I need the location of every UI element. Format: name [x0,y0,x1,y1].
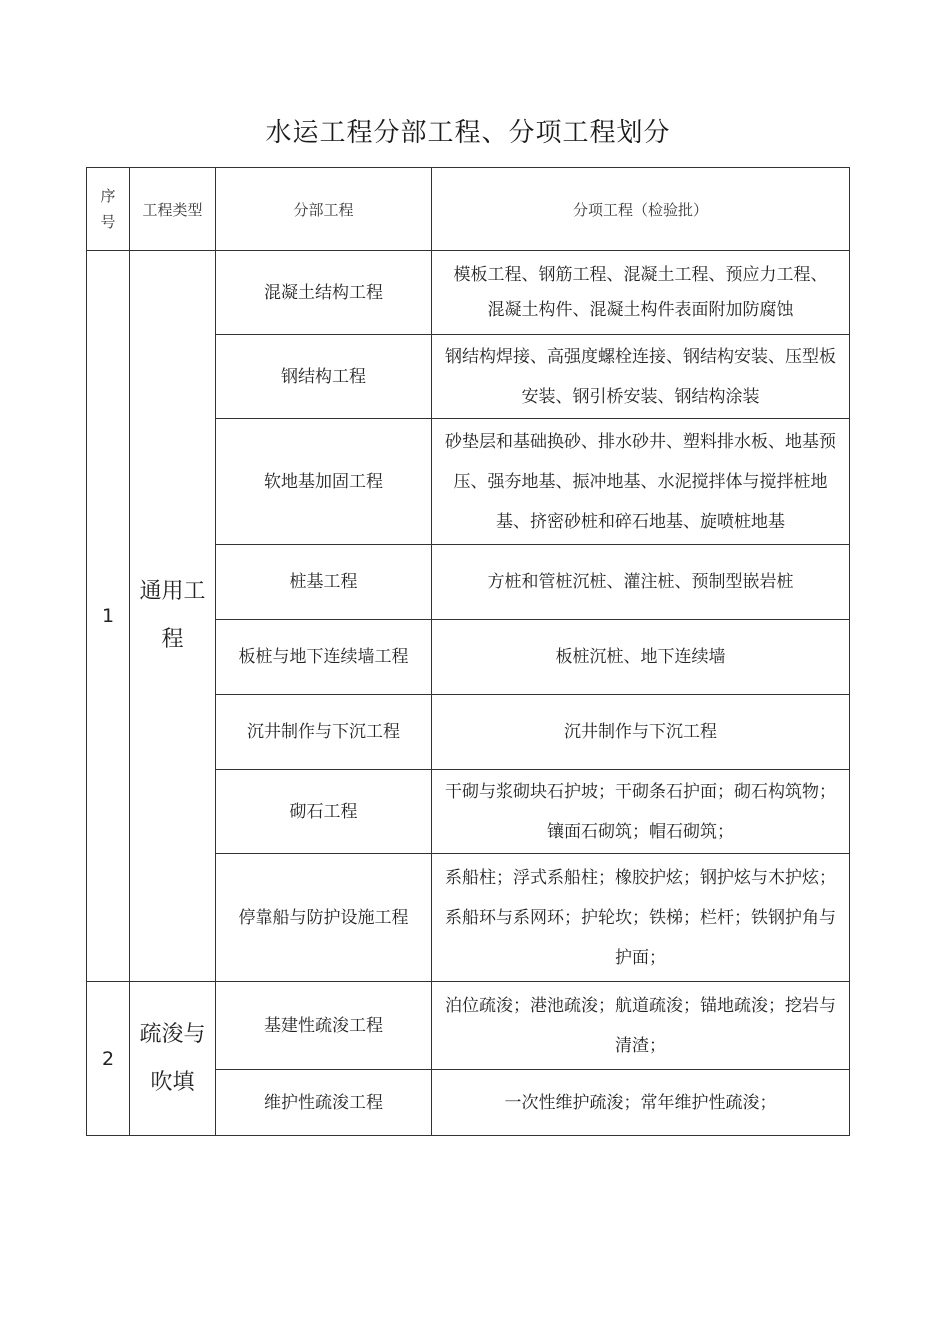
division-cell: 砌石工程 [216,770,432,854]
subitem-cell: 干砌与浆砌块石护坡；干砌条石护面；砌石构筑物；镶面石砌筑；帽石砌筑； [432,770,850,854]
division-cell: 桩基工程 [216,545,432,620]
header-project-type: 工程类型 [130,168,216,251]
group-number: 1 [87,251,130,982]
subitem-line: 模板工程、钢筋工程、混凝土工程、预应力工程、 [453,264,828,285]
subitem-cell: 方桩和管桩沉桩、灌注桩、预制型嵌岩桩 [432,545,850,620]
header-division-work: 分部工程 [216,168,432,251]
header-serial-line1: 序 [100,187,116,205]
group-type: 疏浚与吹填 [130,982,216,1136]
subitem-cell: 砂垫层和基础换砂、排水砂井、塑料排水板、地基预压、强夯地基、振冲地基、水泥搅拌体与搅拌桩地基、挤密砂桩和碎石地基、旋喷桩地基 [432,419,850,545]
table-row [87,251,850,335]
subitem-cell [432,251,850,335]
document-title: 水运工程分部工程、分项工程划分 [265,118,671,148]
division-cell: 停靠船与防护设施工程 [216,854,432,982]
subitem-cell: 钢结构焊接、高强度螺栓连接、钢结构安装、压型板安装、钢引桥安装、钢结构涂装 [432,335,850,419]
subitem-cell: 板桩沉桩、地下连续墙 [432,620,850,695]
division-cell: 板桩与地下连续墙工程 [216,620,432,695]
header-row [87,168,850,251]
header-serial-number [87,168,130,251]
header-serial-line2: 号 [100,213,116,231]
division-cell: 混凝土结构工程 [216,251,432,335]
group-type: 通用工程 [130,251,216,982]
table-row [87,982,850,1070]
header-subitem-work: 分项工程（检验批） [432,168,850,251]
subitem-line: 混凝土构件、混凝土构件表面附加防腐蚀 [487,299,794,320]
division-cell: 沉井制作与下沉工程 [216,695,432,770]
division-cell: 维护性疏浚工程 [216,1070,432,1136]
division-cell: 基建性疏浚工程 [216,982,432,1070]
division-table [86,167,850,1136]
group-number: 2 [87,982,130,1136]
subitem-cell: 系船柱；浮式系船柱；橡胶护炫；钢护炫与木护炫；系船环与系网环；护轮坎；铁梯；栏杆；铁钢护角与护面； [432,854,850,982]
subitem-cell: 一次性维护疏浚；常年维护性疏浚； [432,1070,850,1136]
subitem-cell: 沉井制作与下沉工程 [432,695,850,770]
division-cell: 软地基加固工程 [216,419,432,545]
subitem-cell: 泊位疏浚；港池疏浚；航道疏浚；锚地疏浚；挖岩与清渣； [432,982,850,1070]
division-cell: 钢结构工程 [216,335,432,419]
